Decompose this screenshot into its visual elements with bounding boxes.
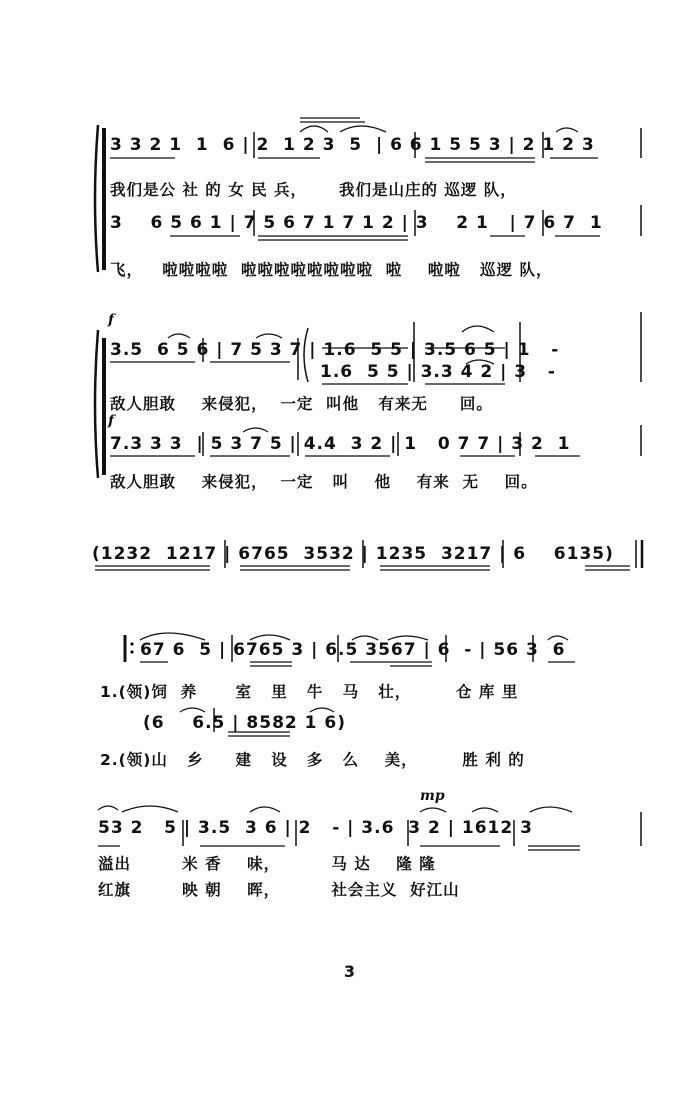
sys1-upper-notes: 3 3 2 1 1 6 | 2 1 2 3 5 | 6 6 1 5 5 3 | 2 1 2 3: [110, 135, 595, 155]
sys2-lower-lyrics: 敌人胆敢 来侵犯， 一定 叫 他 有来 无 回。: [110, 473, 538, 491]
sys3-lyrics-verse1: 1.(领)饲 养 室 里 牛 马 壮， 仓 库 里: [100, 683, 519, 701]
sys4-lyrics-verse1: 溢出 米 香 味， 马 达 隆 隆: [98, 855, 436, 873]
sys1-lower-lyrics: 飞， 啦啦啦啦 啦啦啦啦啦啦啦啦 啦 啦啦 巡逻 队，: [110, 261, 553, 279]
sys4-dynamic: mp: [420, 788, 445, 804]
sys2-upper-lyrics: 敌人胆敢 来侵犯， 一定 叫他 有来无 回。: [110, 395, 493, 413]
page-number: 3: [343, 962, 356, 981]
sys3-lyrics-verse2: 2.(领)山 乡 建 设 多 么 美， 胜 利 的: [100, 751, 525, 769]
sys3-notes: 67 6 5 | 6765 3 | 6.5 3567 | 6 - | 56 3 6: [140, 640, 566, 660]
sys3-sub-notes: (6 6.5 | 8582 1 6): [143, 713, 347, 733]
sys4-notes: 53 2 5 | 3.5 3 6 | 2 - | 3.6 3 2 | 1612 3: [98, 818, 533, 838]
interlude-notes: (1232 1217 | 6765 3532 | 1235 3217 | 6 6135): [92, 544, 614, 564]
sys1-upper-lyrics: 我们是公 社 的 女 民 兵， 我们是山庄的 巡逻 队，: [110, 181, 517, 199]
sys1-lower-notes: 3 6 5 6 1 | 7 5 6 7 1 7 1 2 | 3 2 1 | 7 6 7 1: [110, 213, 603, 233]
sys2-upper-notes-b: 1.6 5 5 | 3.3 4 2 | 3 -: [320, 362, 556, 382]
sys2-dynamic-lower: f: [108, 413, 115, 429]
sys2-lower-notes: 7.3 3 3 | 5 3 7 5 | 4.4 3 2 | 1 0 7 7 | 3 2 1: [110, 434, 571, 454]
sys2-dynamic-upper: f: [108, 312, 115, 328]
sys2-upper-notes: 3.5 6 5 6 | 7 5 3 7 | 1.6 5 5 | 3.5 6 5 | 1 -: [110, 340, 560, 360]
sys4-lyrics-verse2: 红旗 映 朝 晖， 社会主义 好江山: [98, 881, 460, 899]
